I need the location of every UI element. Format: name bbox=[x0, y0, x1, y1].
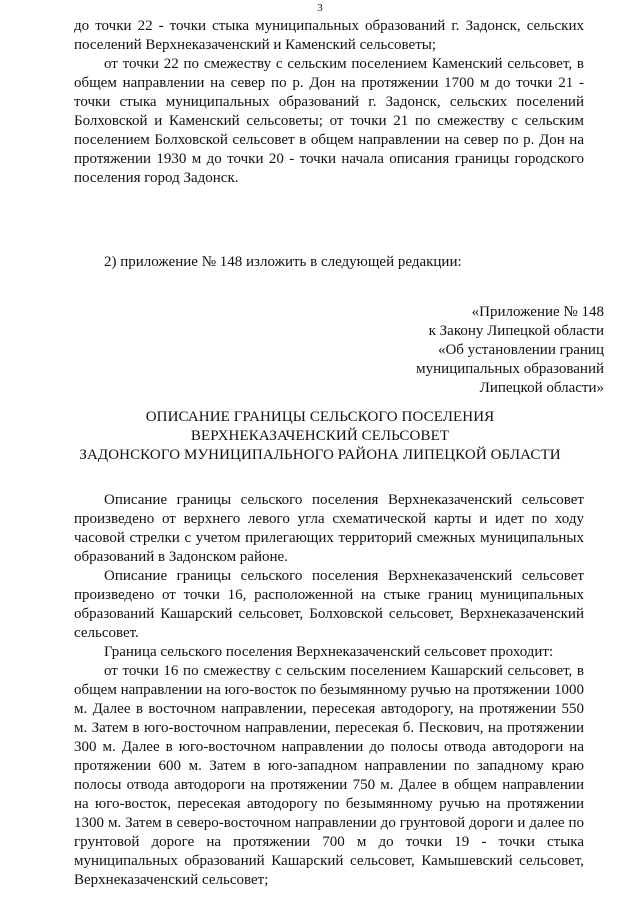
amendment-item-2: 2) приложение № 148 изложить в следующей редакции: bbox=[104, 254, 462, 270]
paragraph-boundary-points: от точки 22 по смежеству с сельским поселением Каменский сельсовет, в общем направлении на север по р. Дон на протяжении 1700 м до точки 21 - точки стыка муниципальных образований г. Задонск, сельских поселений Болховской и Каменский сельсоветы; от точки 21 по смежеству с сельским поселением Болховской сельсовет в общем направлении на север по р. Дон на протяжении 1930 м до точки 20 - точки начала описания границы городского поселения город Задонск. bbox=[74, 56, 584, 186]
appendix-header bbox=[416, 303, 604, 398]
appendix-line: Липецкой области» bbox=[479, 380, 604, 396]
appendix-line: «Приложение № 148 bbox=[471, 304, 604, 320]
paragraph-start-point: Описание границы сельского поселения Верхнеказаченский сельсовет произведено от точки 16, расположенной на стыке границ муниципальных образований Кашарский сельсовет, Болховской сельсовет, Верхнеказаченский сельсовет. bbox=[74, 568, 584, 641]
title-line: ОПИСАНИЕ ГРАНИЦЫ СЕЛЬСКОГО ПОСЕЛЕНИЯ bbox=[145, 409, 495, 425]
paragraph-boundary-intro: Граница сельского поселения Верхнеказаченский сельсовет проходит: bbox=[104, 644, 554, 660]
appendix-line: муниципальных образований bbox=[416, 361, 604, 377]
page-number: 3 bbox=[317, 2, 323, 14]
paragraph-boundary-route: от точки 16 по смежеству с сельским поселением Кашарский сельсовет, в общем направлении на юго-восток по безымянному ручью на протяжении 1000 м. Далее в восточном направлении, пересекая автодорогу, на протяжении 550 м. Затем в юго-восточном направлении, пересекая б. Пескович, на протяжении 300 м. Далее в юго-восточном направлении до полосы отвода автодороги на протяжении 600 м. Затем в юго-западном направлении по западному краю полосы отвода автодороги на протяжении 750 м. Далее в общем направлении на юго-восток, пересекая автодорогу по безымянному ручью на протяжении 1300 м. Затем в северо-восточном направлении до грунтовой дороги и далее по грунтовой дороге на протяжении 700 м до точки 19 - точки стыка муниципальных образований Кашарский сельсовет, Камышевский сельсовет, Верхнеказаченский сельсовет; bbox=[74, 663, 584, 888]
document-title bbox=[0, 408, 640, 465]
appendix-line: «Об установлении границ bbox=[437, 342, 604, 358]
paragraph-description-origin: Описание границы сельского поселения Верхнеказаченский сельсовет произведено от верхнего левого угла схематической карты и идет по ходу часовой стрелки с учетом прилегающих территорий смежных муниципальных образований в Задонском районе. bbox=[74, 492, 584, 565]
top-text-block bbox=[74, 17, 584, 188]
description-text-block bbox=[74, 491, 584, 890]
title-line: ЗАДОНСКОГО МУНИЦИПАЛЬНОГО РАЙОНА ЛИПЕЦКОЙ ОБЛАСТИ bbox=[79, 447, 561, 463]
appendix-line: к Закону Липецкой области bbox=[428, 323, 604, 339]
title-line: ВЕРХНЕКАЗАЧЕНСКИЙ СЕЛЬСОВЕТ bbox=[190, 428, 450, 444]
paragraph-continuation: до точки 22 - точки стыка муниципальных образований г. Задонск, сельских поселений Верхнеказаченский и Каменский сельсоветы; bbox=[74, 18, 584, 53]
